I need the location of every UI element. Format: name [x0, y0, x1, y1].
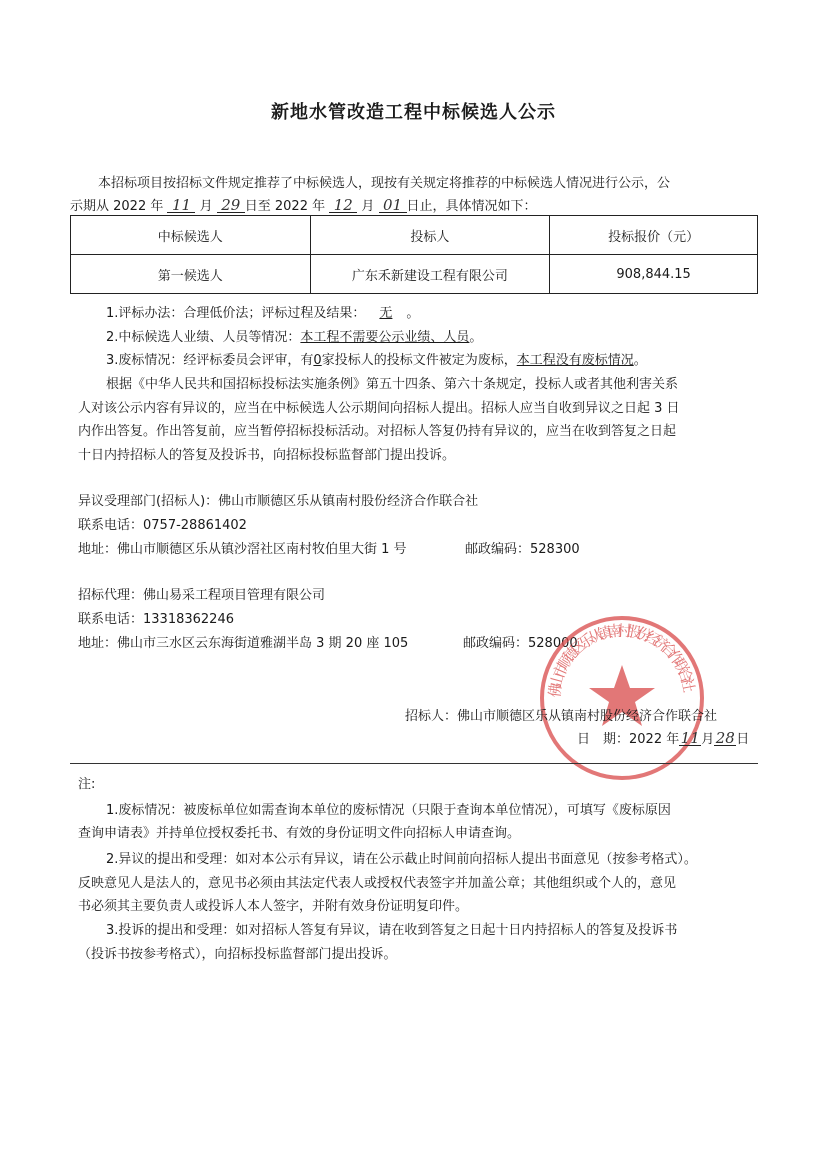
- intro-line-1: 本招标项目按招标文件规定推荐了中标候选人，现按有关规定将推荐的中标候选人情况进行公示，公: [98, 176, 671, 191]
- tenderer-address: 地址：佛山市顺德区乐从镇沙滘社区南村牧伯里大街 1 号: [78, 542, 407, 557]
- signature-tenderer: 招标人：佛山市顺德区乐从镇南村股份经济合作联合社: [405, 709, 718, 724]
- item-1-end: 。: [406, 306, 420, 321]
- tenderer-phone: 联系电话：0757-28861402: [78, 518, 247, 533]
- intro-text-d: 月: [357, 199, 379, 214]
- item-3-value: 本工程没有废标情况: [516, 353, 634, 368]
- start-month-handwritten: 11: [167, 198, 195, 213]
- intro-text-c: 日至 2022 年: [244, 199, 330, 214]
- signature-date-label: 日 期：2022 年: [577, 732, 680, 747]
- intro-line-2: [70, 195, 537, 214]
- seal-text: 佛山市顺德区乐从镇南村股份经济合作联合社: [545, 621, 699, 699]
- objection-line-1: 根据《中华人民共和国招标投标法实施条例》第五十四条、第六十条规定，投标人或者其他利害关系: [106, 377, 679, 392]
- header-candidate: 中标候选人: [71, 216, 311, 255]
- item-3-count: 0: [313, 353, 322, 368]
- header-price: 投标报价（元）: [550, 216, 758, 255]
- note-1-line-2: 查询申请表》并持单位授权委托书、有效的身份证明文件向招标人申请查询。: [78, 826, 521, 841]
- signature-month-label: 月: [701, 732, 715, 747]
- note-2-line-2: 反映意见人是法人的，意见书必须由其法定代表人或授权代表签字并加盖公章；其他组织或个人的，意见: [78, 876, 677, 891]
- note-2-line-3: 书必须其主要负责人或投诉人本人签字，并附有效身份证明复印件。: [78, 899, 469, 914]
- note-2-line-1: 2.异议的提出和受理：如对本公示有异议，请在公示截止时间前向招标人提出书面意见（按参考格式）。: [106, 852, 697, 867]
- header-bidder: 投标人: [310, 216, 550, 255]
- item-1-value: 无: [379, 306, 393, 321]
- item-3-end: 。: [633, 353, 647, 368]
- intro-text-e: 日止，具体情况如下：: [406, 199, 537, 214]
- agent-postcode: 邮政编码：528000: [463, 636, 578, 651]
- objection-line-2: 人对该公示内容有异议的，应当在中标候选人公示期间向招标人提出。招标人应当自收到异议之日起 3 日: [78, 401, 680, 416]
- end-month-handwritten: 12: [329, 198, 357, 213]
- item-performance: [106, 326, 482, 345]
- candidate-table: [70, 215, 758, 294]
- note-1-line-1: 1.废标情况：被废标单位如需查询本单位的废标情况（只限于查询本单位情况），可填写《废标原因: [106, 803, 671, 818]
- objection-line-3: 内作出答复。作出答复前，应当暂停招标投标活动。对招标人答复仍持有异议的，应当在收到答复之日起: [78, 424, 677, 439]
- objection-dept: 异议受理部门(招标人)：佛山市顺德区乐从镇南村股份经济合作联合社: [78, 494, 479, 509]
- official-seal: [537, 613, 707, 783]
- notes-divider: [70, 763, 758, 764]
- signature-day-label: 日: [736, 732, 750, 747]
- start-day-handwritten: 29: [217, 198, 245, 213]
- item-invalid-bids: [106, 349, 647, 368]
- page-title: 新地水管改造工程中标候选人公示: [271, 102, 556, 123]
- cell-price: 908,844.15: [550, 255, 758, 294]
- intro-text-a: 示期从 2022 年: [70, 199, 168, 214]
- agent-address: 地址：佛山市三水区云东海街道雅湖半岛 3 期 20 座 105: [78, 636, 409, 651]
- end-day-handwritten: 01: [379, 198, 407, 213]
- table-header-row: [71, 216, 758, 255]
- objection-line-4: 十日内持招标人的答复及投诉书，向招标投标监督部门提出投诉。: [78, 448, 456, 463]
- item-1-label: 1.评标办法：合理低价法；评标过程及结果：: [106, 306, 366, 321]
- signature-month-handwritten: 11: [680, 729, 700, 747]
- signature-day-handwritten: 28: [715, 729, 735, 747]
- item-2-end: 。: [469, 330, 483, 345]
- item-2-label: 2.中标候选人业绩、人员等情况：: [106, 330, 301, 345]
- item-3-text-a: 3.废标情况：经评标委员会评审，有: [106, 353, 314, 368]
- cell-rank: 第一候选人: [71, 255, 311, 294]
- agent-phone: 联系电话：13318362246: [78, 612, 234, 627]
- table-row: [71, 255, 758, 294]
- agent-name: 招标代理：佛山易采工程项目管理有限公司: [78, 588, 326, 603]
- cell-bidder: 广东禾新建设工程有限公司: [310, 255, 550, 294]
- item-evaluation-method: [106, 302, 419, 321]
- item-3-text-b: 家投标人的投标文件被定为废标，: [321, 353, 517, 368]
- note-3-line-1: 3.投诉的提出和受理：如对招标人答复有异议，请在收到答复之日起十日内持招标人的答复及投诉书: [106, 923, 678, 938]
- intro-text-b: 月: [195, 199, 217, 214]
- signature-date: [577, 728, 749, 747]
- tenderer-postcode: 邮政编码：528300: [465, 542, 580, 557]
- notes-label: 注:: [78, 777, 96, 792]
- note-3-line-2: （投诉书按参考格式），向招标投标监督部门提出投诉。: [78, 947, 397, 962]
- item-2-value: 本工程不需要公示业绩、人员: [300, 330, 470, 345]
